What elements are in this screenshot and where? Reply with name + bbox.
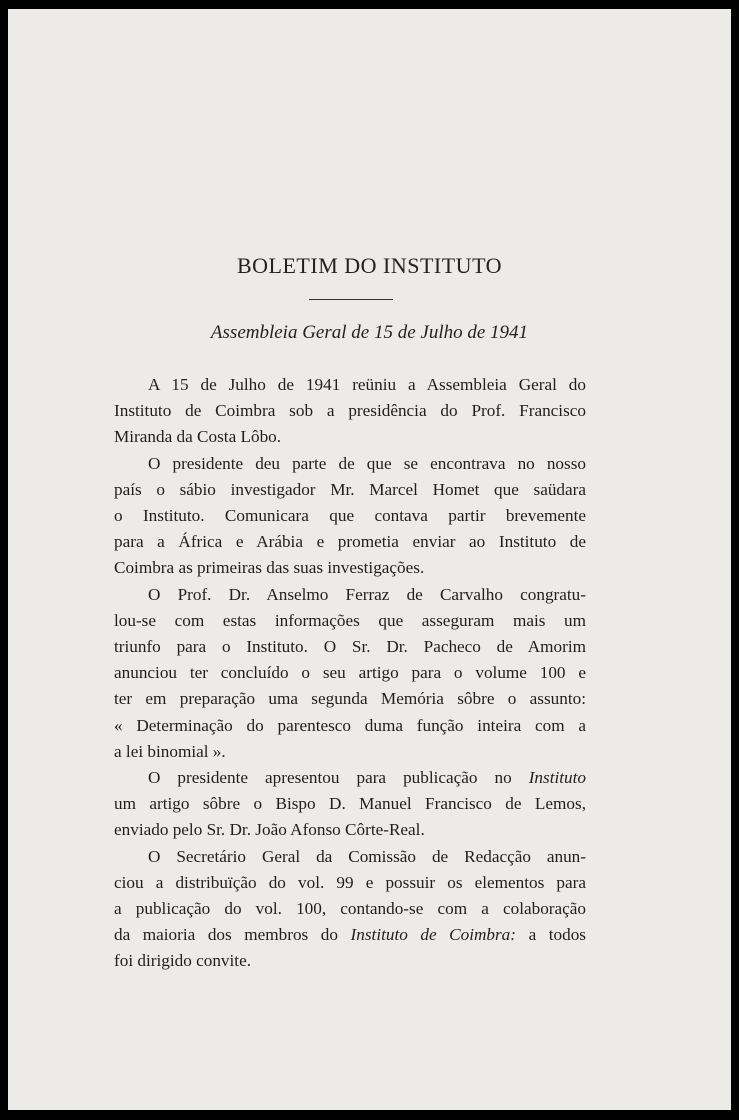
text-line: a lei binomial ». xyxy=(114,741,226,761)
meeting-subtitle: Assembleia Geral de 15 de Julho de 1941 xyxy=(210,322,529,343)
text-line: lou-se com estas informações que asseguram mais um xyxy=(114,610,586,630)
text-line: Miranda da Costa Lôbo. xyxy=(114,427,282,447)
page-title: BOLETIM DO INSTITUTO xyxy=(236,253,502,278)
paragraph-3 xyxy=(114,582,586,765)
paragraph-4 xyxy=(114,765,586,844)
paragraph-2 xyxy=(114,451,586,582)
title-divider xyxy=(309,299,393,300)
body-text xyxy=(114,372,586,975)
text-line: enviado pelo Sr. Dr. João Afonso Côrte-Real. xyxy=(114,820,425,840)
text-line: para a África e Arábia e prometia enviar ao Instituto de xyxy=(114,532,586,552)
text-line: um artigo sôbre o Bispo D. Manuel Francisco de Lemos, xyxy=(114,794,586,814)
text-line: o Instituto. Comunicara que contava partir brevemente xyxy=(114,506,586,526)
text-line: anunciou ter concluído o seu artigo para o volume 100 e xyxy=(114,663,586,683)
paragraph-5 xyxy=(114,844,586,975)
text-line: país o sábio investigador Mr. Marcel Homet que saüdara xyxy=(114,479,586,499)
text-line: a publicação do vol. 100, contando-se com a colaboração xyxy=(114,899,586,919)
italic-text: Instituto de Coimbra: xyxy=(350,925,517,945)
italic-text: Instituto xyxy=(528,768,586,788)
text-run: da maioria dos membros do xyxy=(114,925,351,945)
text-line xyxy=(114,765,586,791)
text-line: Coimbra as primeiras das suas investigações. xyxy=(114,558,425,578)
paragraph-1 xyxy=(114,372,586,451)
text-line: « Determinação do parentesco duma função inteira com a xyxy=(114,715,586,735)
text-line: A 15 de Julho de 1941 reüniu a Assembleia Geral do xyxy=(148,375,586,394)
text-line xyxy=(114,922,586,948)
text-line: O presidente deu parte de que se encontrava no nosso xyxy=(148,453,586,473)
text-run: a todos xyxy=(516,925,587,945)
text-line: O Prof. Dr. Anselmo Ferraz de Carvalho congratu- xyxy=(148,584,586,604)
text-line: foi dirigido convite. xyxy=(114,951,251,971)
text-line: ciou a distribuïção do vol. 99 e possuir os elementos para xyxy=(114,872,586,892)
text-line: Instituto de Coimbra sob a presidência do Prof. Francisco xyxy=(114,401,586,421)
text-run: O presidente apresentou para publicação no xyxy=(148,768,529,788)
text-line: ter em preparação uma segunda Memória sôbre o assunto: xyxy=(114,689,586,709)
text-line: triunfo para o Instituto. O Sr. Dr. Pacheco de Amorim xyxy=(114,637,586,657)
text-line: O Secretário Geral da Comissão de Redacção anun- xyxy=(148,846,586,866)
